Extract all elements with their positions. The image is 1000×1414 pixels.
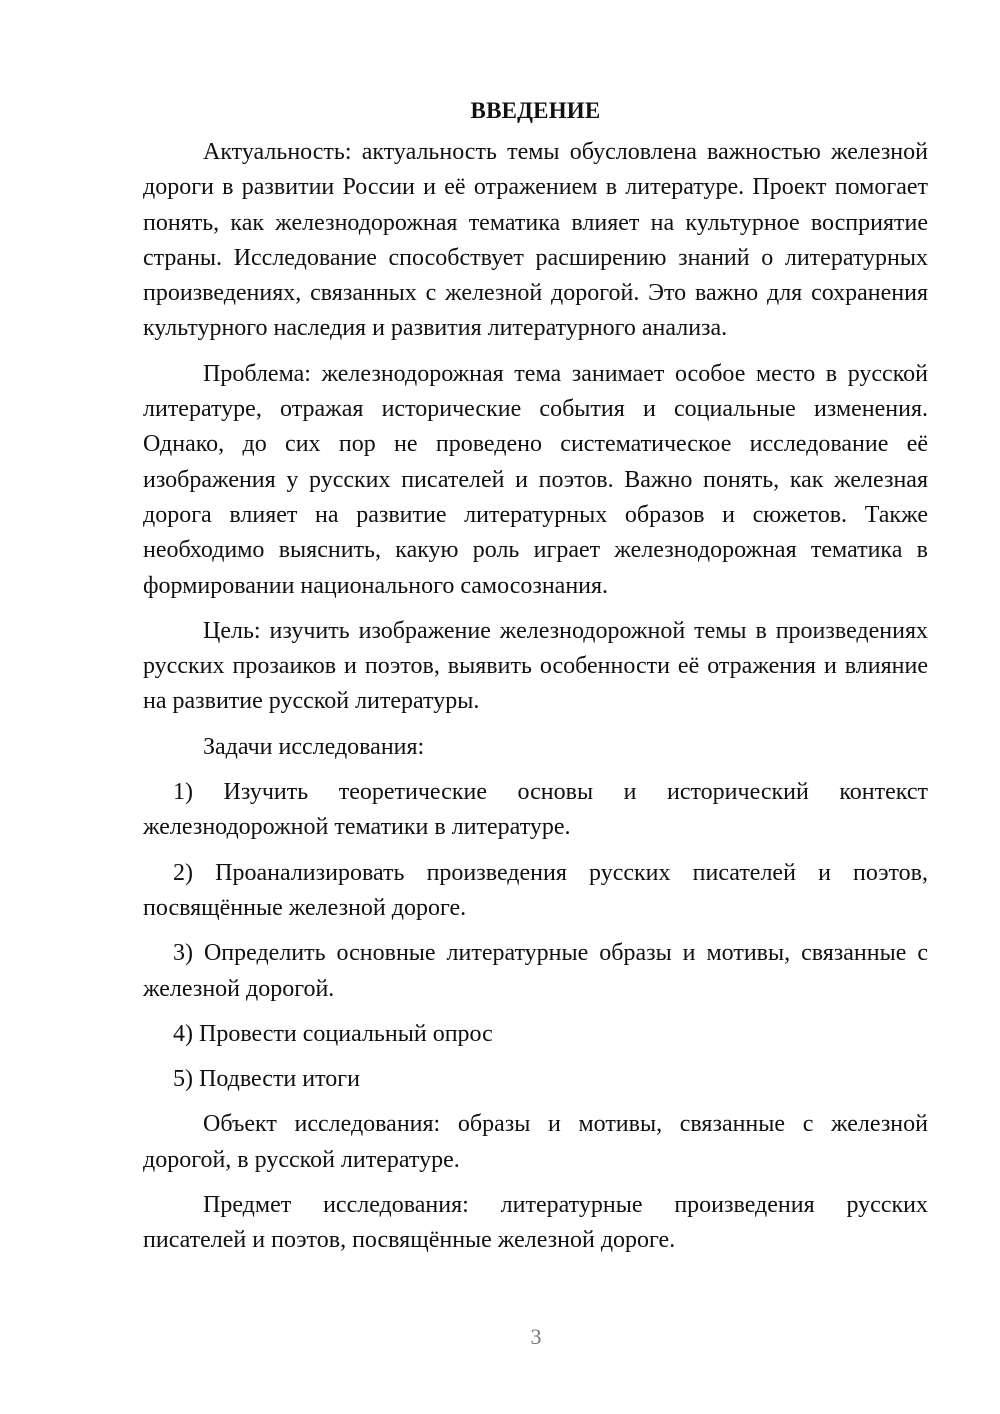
task-item: 1) Изучить теоретические основы и исторический контекст железнодорожной тематики в литературе. [143, 779, 928, 841]
subject-paragraph: Предмет исследования: литературные произведения русских писателей и поэтов, посвящённые железной дороге. [143, 1192, 928, 1254]
task-list [143, 775, 928, 1097]
relevance-paragraph: Актуальность: актуальность темы обусловлена важностью железной дороги в развитии России и её отражением в литературе. Проект помогает понять, как железнодорожная тематика влияет на культурное восприятие страны. Исследование способствует расширению знаний о литературных произведениях, связанных с железной дорогой. Это важно для сохранения культурного наследия и развития литературного анализа. [143, 139, 928, 342]
page-content [143, 93, 928, 1269]
task-item: 4) Провести социальный опрос [173, 1020, 493, 1047]
task-item: 5) Подвести итоги [173, 1066, 360, 1093]
problem-paragraph: Проблема: железнодорожная тема занимает особое место в русской литературе, отражая исторические события и социальные изменения. Однако, до сих пор не проведено систематическое исследование её изображения у русских писателей и поэтов. Важно понять, как железная дорога влияет на развитие литературных образов и сюжетов. Также необходимо выяснить, какую роль играет железнодорожная тематика в формировании национального самосознания. [143, 360, 928, 599]
goal-paragraph: Цель: изучить изображение железнодорожной темы в произведениях русских прозаиков и поэтов, выявить особенности её отражения и влияние на развитие русской литературы. [143, 617, 928, 715]
object-paragraph: Объект исследования: образы и мотивы, связанные с железной дорогой, в русской литературе. [143, 1111, 928, 1173]
task-item: 3) Определить основные литературные образы и мотивы, связанные с железной дорогой. [143, 940, 928, 1002]
section-title: ВВЕДЕНИЕ [470, 98, 601, 123]
task-item: 2) Проанализировать произведения русских писателей и поэтов, посвящённые железной дороге. [143, 859, 928, 921]
page-number: 3 [530, 1324, 542, 1349]
tasks-heading: Задачи исследования: [203, 733, 425, 760]
